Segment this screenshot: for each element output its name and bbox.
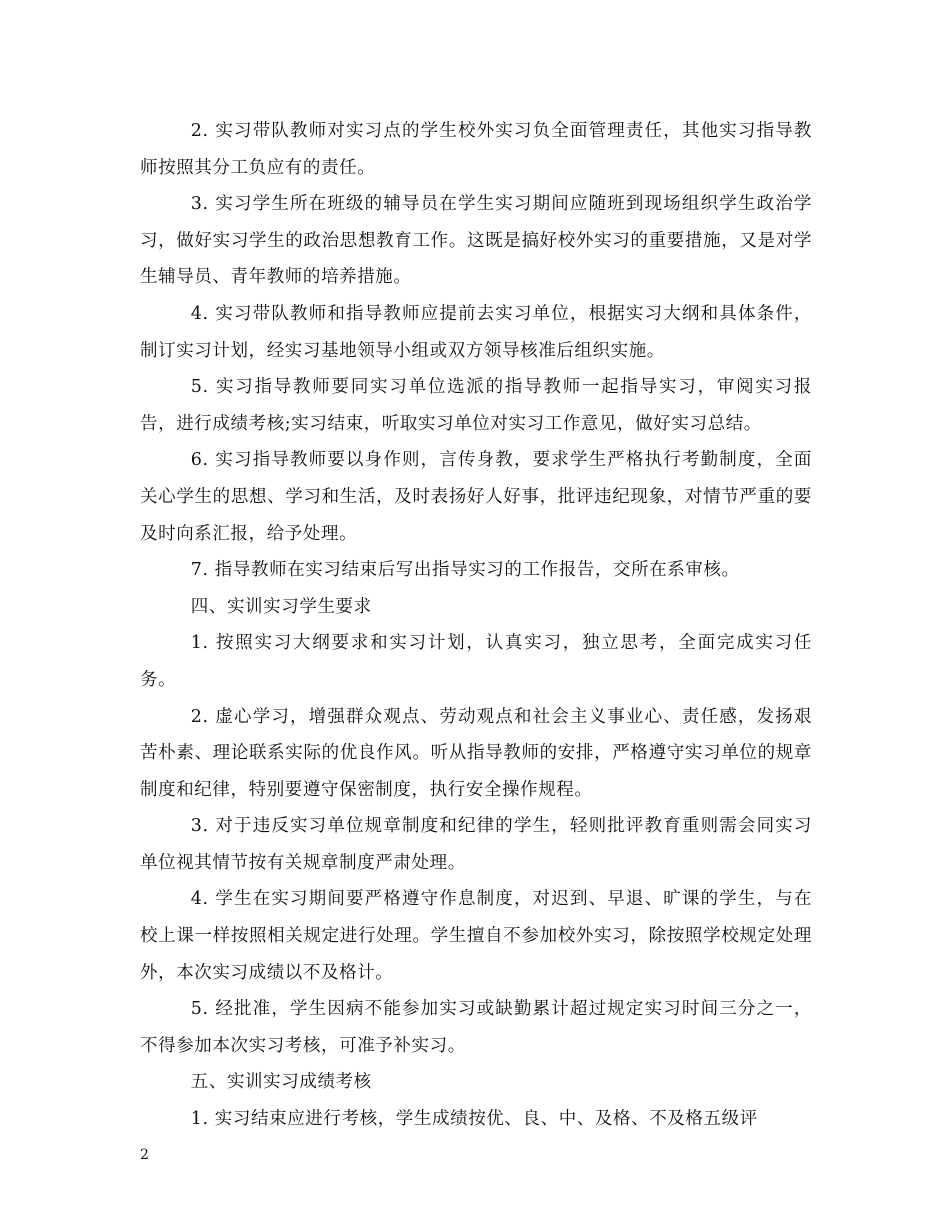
paragraph-teacher-duty-4: 4. 实习带队教师和指导教师应提前去实习单位，根据实习大纲和具体条件，制订实习计划，经实习基地领导小组或双方领导核准后组织实施。 <box>140 303 812 361</box>
paragraph-student-req-3: 3. 对于违反实习单位规章制度和纪律的学生，轻则批评教育重则需会同实习单位视其情节按有关规章制度严肃处理。 <box>140 816 812 873</box>
paragraph-teacher-duty-2: 2. 实习带队教师对实习点的学生校外实习负全面管理责任，其他实习指导教师按照其分工负应有的责任。 <box>140 121 812 178</box>
paragraph-teacher-duty-6: 6. 实习指导教师要以身作则，言传身教，要求学生严格执行考勤制度，全面关心学生的思想、学习和生活，及时表扬好人好事，批评违纪现象，对情节严重的要及时向系汇报，给予处理。 <box>140 450 812 544</box>
paragraph-student-req-2: 2. 虚心学习，增强群众观点、劳动观点和社会主义事业心、责任感，发扬艰苦朴素、理论联系实际的优良作风。听从指导教师的安排，严格遵守实习单位的规章制度和纪律，特别要遵守保密制度，执行安全操作规程。 <box>140 706 812 800</box>
page-number: 2 <box>140 1147 149 1163</box>
paragraph-student-req-5: 5. 经批准，学生因病不能参加实习或缺勤累计超过规定实习时间三分之一，不得参加本次实习考核，可准予补实习。 <box>140 999 812 1056</box>
paragraph-teacher-duty-3: 3. 实习学生所在班级的辅导员在学生实习期间应随班到现场组织学生政治学习，做好实习学生的政治思想教育工作。这既是搞好校外实习的重要措施，又是对学生辅导员、青年教师的培养措施。 <box>140 194 812 288</box>
paragraph-student-req-4: 4. 学生在实习期间要严格遵守作息制度，对迟到、早退、旷课的学生，与在校上课一样按照相关规定进行处理。学生擅自不参加校外实习，除按照学校规定处理外，本次实习成绩以不及格计。 <box>140 889 812 983</box>
paragraph-student-req-1: 1. 按照实习大纲要求和实习计划，认真实习，独立思考，全面完成实习任务。 <box>140 633 812 690</box>
paragraph-assessment-1: 1. 实习结束应进行考核，学生成绩按优、良、中、及格、不及格五级评 <box>190 1109 758 1130</box>
section-heading-assessment: 五、实训实习成绩考核 <box>190 1072 372 1093</box>
section-heading-student-requirements: 四、实训实习学生要求 <box>190 596 372 617</box>
paragraph-teacher-duty-7: 7. 指导教师在实习结束后写出指导实习的工作报告，交所在系审核。 <box>190 560 740 581</box>
paragraph-teacher-duty-5: 5. 实习指导教师要同实习单位选派的指导教师一起指导实习，审阅实习报告，进行成绩考核;实习结束，听取实习单位对实习工作意见，做好实习总结。 <box>140 377 812 434</box>
document-body <box>140 113 812 1138</box>
